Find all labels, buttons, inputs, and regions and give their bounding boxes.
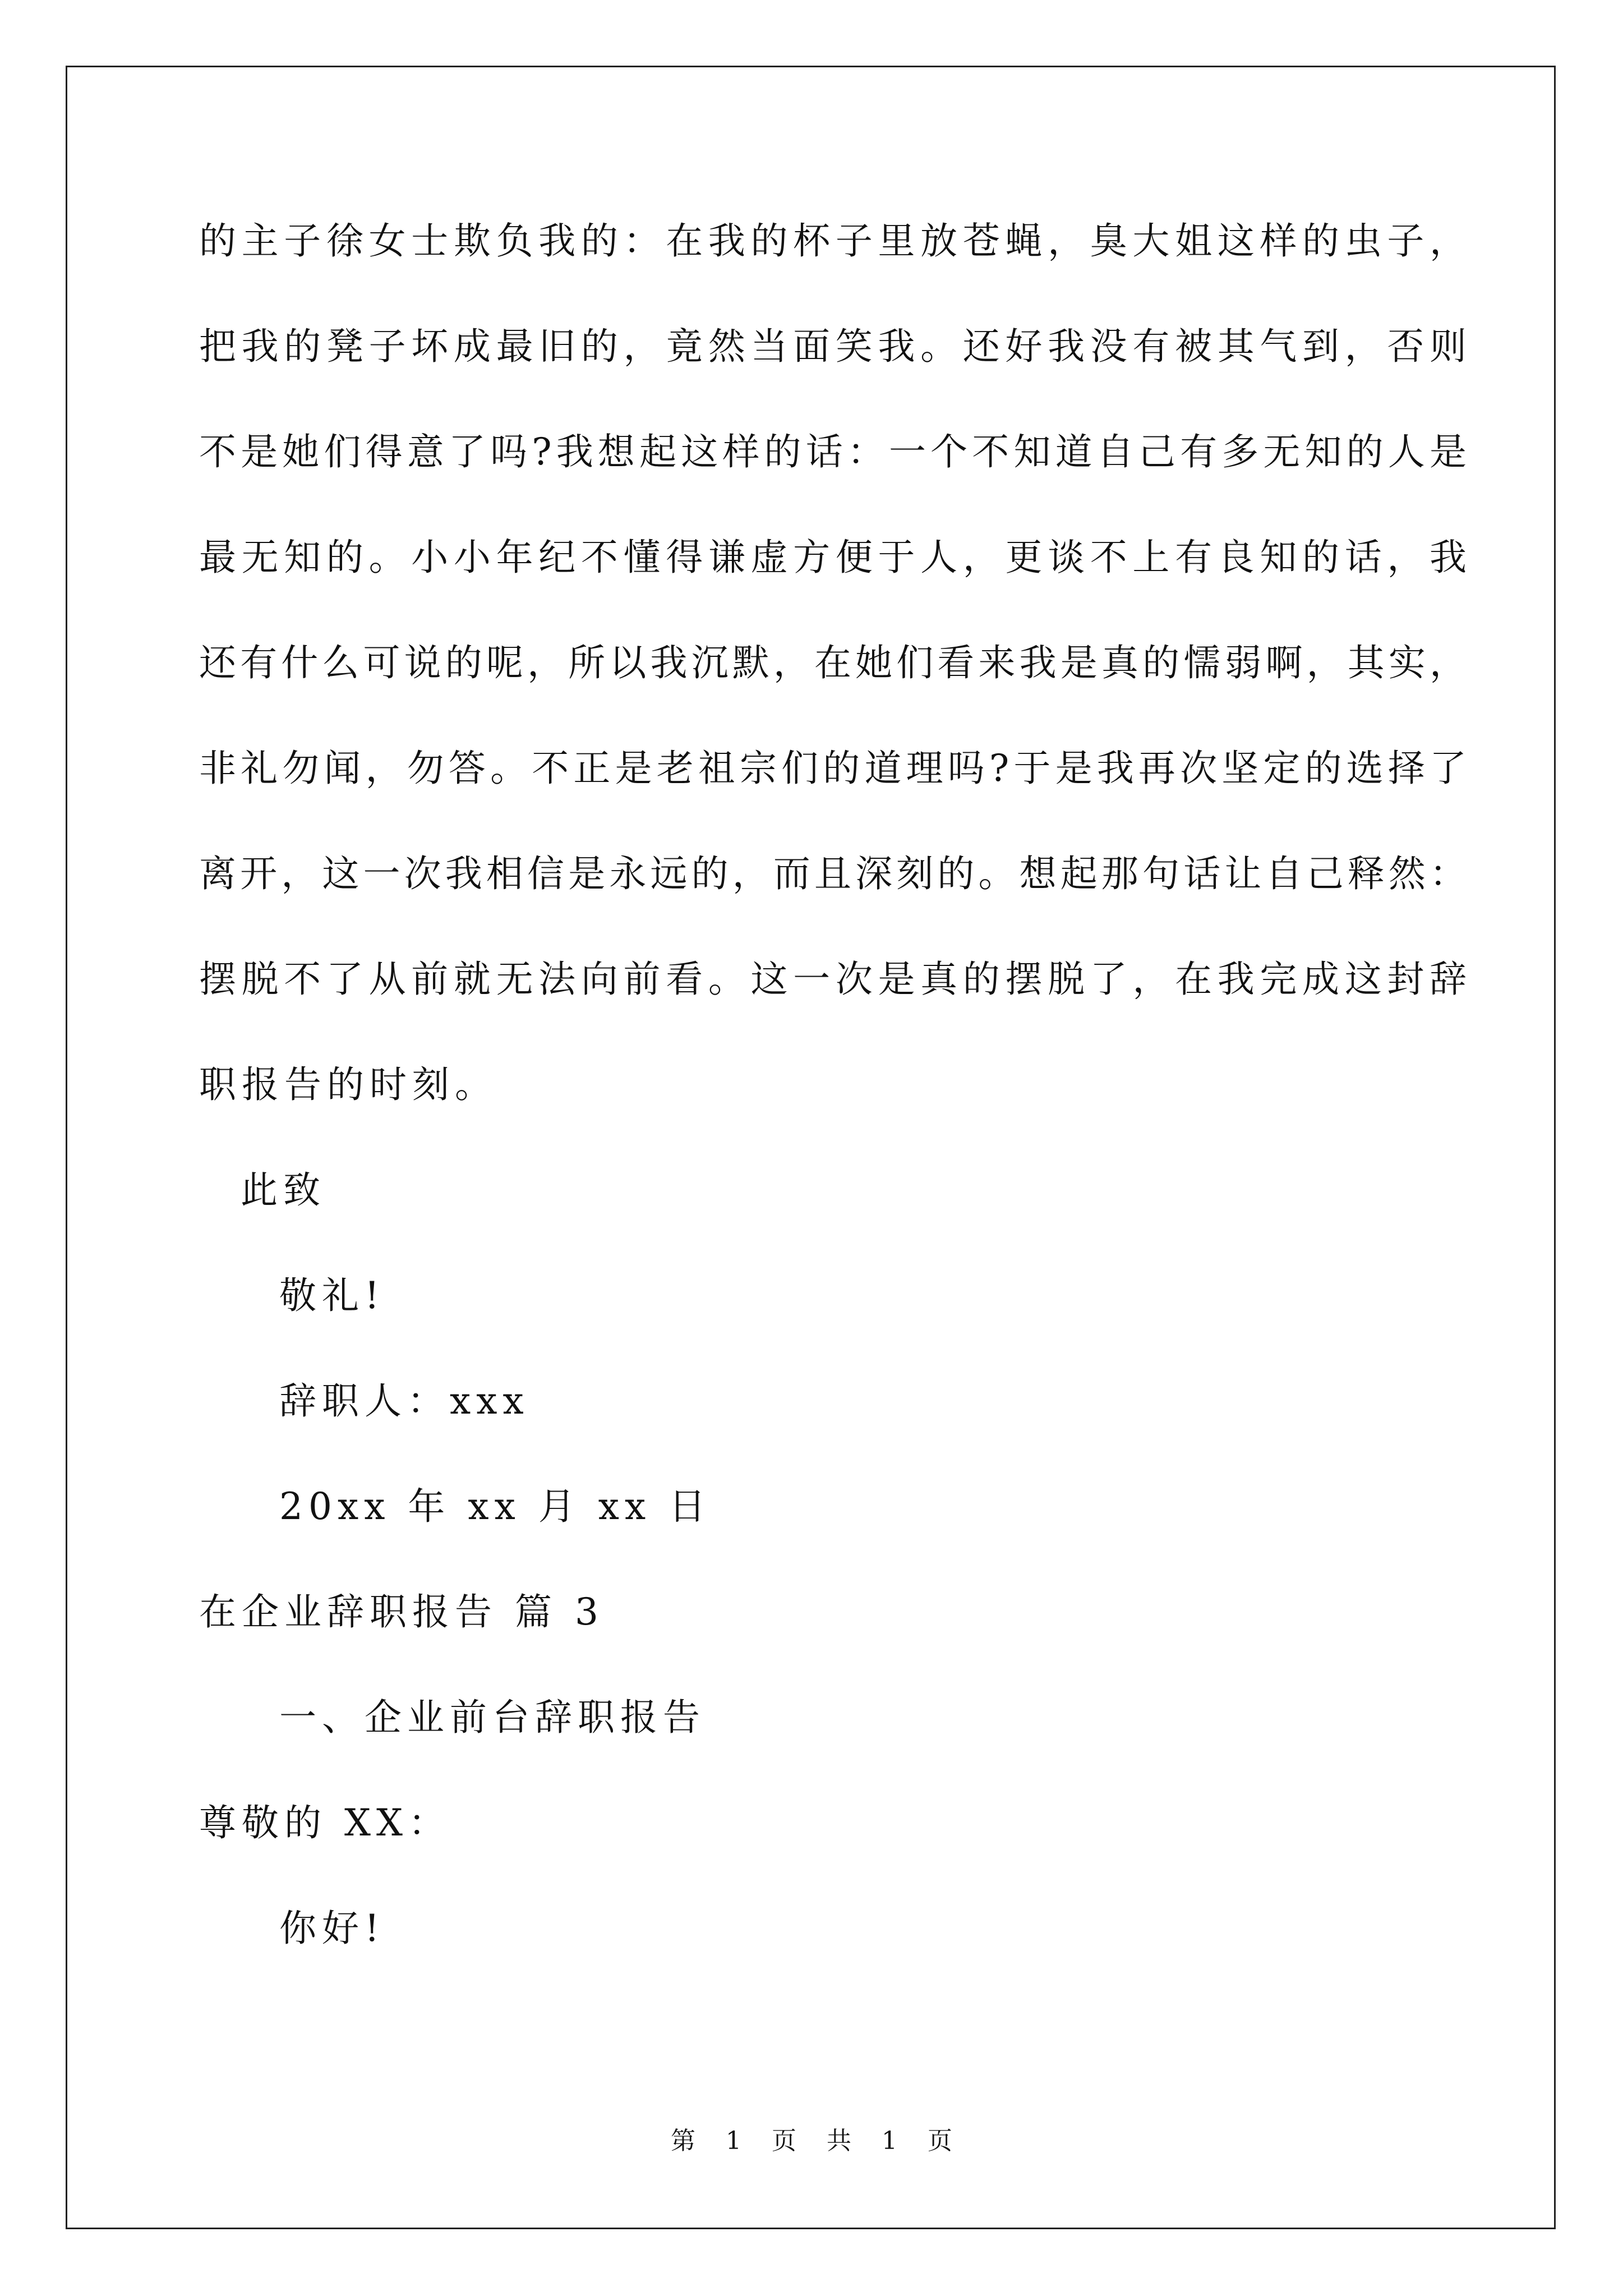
subheading: 一、企业前台辞职报告 — [279, 1696, 706, 1739]
section-title: 在企业辞职报告 篇 3 — [199, 1590, 604, 1634]
hello-line: 你好! — [279, 1907, 385, 1950]
page-number-footer: 第 1 页 共 1 页 — [671, 2127, 952, 2155]
paragraph-line: 摆脱不了从前就无法向前看。这一次是真的摆脱了，在我完成这封辞 — [199, 958, 1467, 1001]
paragraph-line: 还有什么可说的呢，所以我沉默，在她们看来我是真的懦弱啊，其实， — [199, 641, 1467, 684]
paragraph-line: 非礼勿闻，勿答。不正是老祖宗们的道理吗?于是我再次坚定的选择了 — [199, 747, 1467, 790]
page-border — [66, 66, 1556, 2229]
paragraph-line: 不是她们得意了吗?我想起这样的话：一个不知道自己有多无知的人是 — [199, 430, 1467, 473]
paragraph-line: 把我的凳子坏成最旧的，竟然当面笑我。还好我没有被其气到，否则 — [199, 325, 1467, 368]
paragraph-line: 的主子徐女士欺负我的：在我的杯子里放苍蝇，臭大姐这样的虫子， — [199, 219, 1467, 263]
signer-line: 辞职人：xxx — [279, 1379, 529, 1423]
greeting-line: 尊敬的 XX： — [199, 1801, 451, 1844]
date-line: 20xx 年 xx 月 xx 日 — [279, 1485, 712, 1528]
paragraph-line: 离开，这一次我相信是永远的，而且深刻的。想起那句话让自己释然： — [199, 852, 1467, 895]
paragraph-line: 职报告的时刻。 — [199, 1063, 497, 1106]
salute-text: 敬礼! — [279, 1274, 385, 1317]
paragraph-line: 最无知的。小小年纪不懂得谦虚方便于人，更谈不上有良知的话，我 — [199, 536, 1467, 579]
closing-text: 此致 — [241, 1168, 326, 1212]
